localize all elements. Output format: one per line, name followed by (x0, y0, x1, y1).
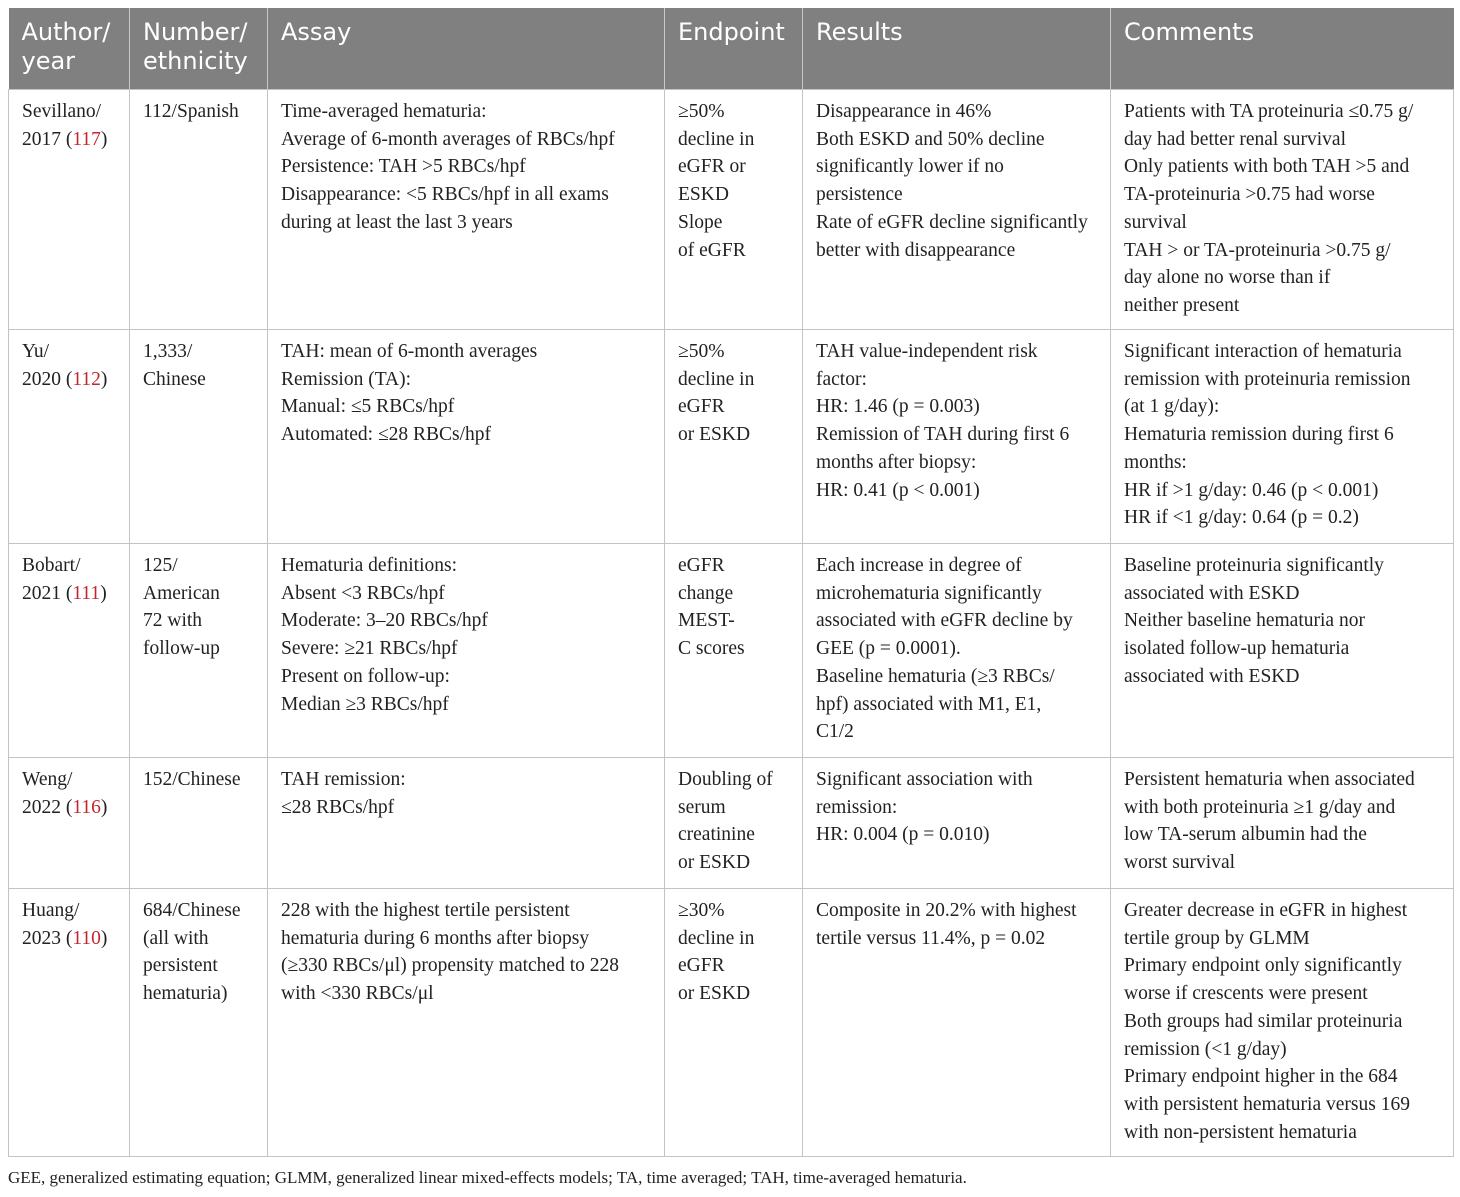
number-ethnicity-cell: 684/Chinese (all with persistent hematuria) (130, 889, 268, 1157)
results-cell: Significant association with remission: HR: 0.004 (p = 0.010) (803, 758, 1111, 889)
comments-cell: Patients with TA proteinuria ≤0.75 g/ day had better renal survival Only patients with both TAH >5 and TA-proteinuria >0.75 had worse survival TAH > or TA-proteinuria >0.75 g/ day alone no worse than if neither present (1111, 90, 1454, 330)
header-comments: Comments (1111, 8, 1454, 90)
table-row (9, 544, 1454, 758)
header-assay: Assay (268, 8, 665, 90)
comments-cell: Greater decrease in eGFR in highest tertile group by GLMM Primary endpoint only significantly worse if crescents were present Both groups had similar proteinuria remission (<1 g/day) Primary endpoint higher in the 684 with persistent hematuria versus 169 with non-persistent hematuria (1111, 889, 1454, 1157)
header-results: Results (803, 8, 1111, 90)
assay-cell: TAH remission: ≤28 RBCs/hpf (268, 758, 665, 889)
number-ethnicity-cell: 125/ American 72 with follow-up (130, 544, 268, 758)
assay-cell: Hematuria definitions: Absent <3 RBCs/hpf Moderate: 3–20 RBCs/hpf Severe: ≥21 RBCs/hpf Present on follow-up: Median ≥3 RBCs/hpf (268, 544, 665, 758)
results-cell: Each increase in degree of microhematuria significantly associated with eGFR decline by GEE (p = 0.0001). Baseline hematuria (≥3 RBCs/ hpf) associated with M1, E1, C1/2 (803, 544, 1111, 758)
endpoint-cell: ≥50% decline in eGFR or ESKD (665, 330, 803, 544)
reference-link[interactable]: 116 (72, 796, 101, 818)
reference-link[interactable]: 112 (72, 368, 101, 390)
author-year-cell: Weng/ 2022 (116) (9, 758, 130, 889)
endpoint-cell: ≥50% decline in eGFR or ESKD Slope of eGFR (665, 90, 803, 330)
author-year-cell: Huang/ 2023 (110) (9, 889, 130, 1157)
number-ethnicity-cell: 1,333/ Chinese (130, 330, 268, 544)
author-year-cell: Bobart/ 2021 (111) (9, 544, 130, 758)
assay-cell: Time-averaged hematuria: Average of 6-month averages of RBCs/hpf Persistence: TAH >5 RBCs/hpf Disappearance: <5 RBCs/hpf in all exams during at least the last 3 years (268, 90, 665, 330)
comments-cell: Persistent hematuria when associated with both proteinuria ≥1 g/day and low TA-serum albumin had the worst survival (1111, 758, 1454, 889)
table-row (9, 889, 1454, 1157)
header-number-ethnicity: Number/ ethnicity (130, 8, 268, 90)
header-endpoint: Endpoint (665, 8, 803, 90)
header-author-year: Author/ year (9, 8, 130, 90)
reference-link[interactable]: 111 (72, 582, 101, 604)
endpoint-cell: ≥30% decline in eGFR or ESKD (665, 889, 803, 1157)
results-cell: Composite in 20.2% with highest tertile versus 11.4%, p = 0.02 (803, 889, 1111, 1157)
results-cell: TAH value-independent risk factor: HR: 1.46 (p = 0.003) Remission of TAH during first 6 months after biopsy: HR: 0.41 (p < 0.001) (803, 330, 1111, 544)
hematuria-studies-table (8, 8, 1454, 1157)
reference-link[interactable]: 117 (72, 128, 101, 150)
reference-link[interactable]: 110 (72, 927, 101, 949)
results-cell: Disappearance in 46% Both ESKD and 50% decline significantly lower if no persistence Rate of eGFR decline significantly better with disappearance (803, 90, 1111, 330)
number-ethnicity-cell: 152/Chinese (130, 758, 268, 889)
number-ethnicity-cell: 112/Spanish (130, 90, 268, 330)
table-row (9, 330, 1454, 544)
assay-cell: TAH: mean of 6-month averages Remission (TA): Manual: ≤5 RBCs/hpf Automated: ≤28 RBCs/hpf (268, 330, 665, 544)
comments-cell: Significant interaction of hematuria remission with proteinuria remission (at 1 g/day): Hematuria remission during first 6 months: HR if >1 g/day: 0.46 (p < 0.001) HR if <1 g/day: 0.64 (p = 0.2) (1111, 330, 1454, 544)
comments-cell: Baseline proteinuria significantly associated with ESKD Neither baseline hematuria nor isolated follow-up hematuria associated with ESKD (1111, 544, 1454, 758)
assay-cell: 228 with the highest tertile persistent hematuria during 6 months after biopsy (≥330 RBCs/μl) propensity matched to 228 with <330 RBCs/μl (268, 889, 665, 1157)
table-row (9, 90, 1454, 330)
author-year-cell: Yu/ 2020 (112) (9, 330, 130, 544)
endpoint-cell: Doubling of serum creatinine or ESKD (665, 758, 803, 889)
header-row (9, 8, 1454, 90)
table-row (9, 758, 1454, 889)
table-container (8, 8, 1453, 1157)
author-year-cell: Sevillano/ 2017 (117) (9, 90, 130, 330)
endpoint-cell: eGFR change MEST- C scores (665, 544, 803, 758)
table-footnote: GEE, generalized estimating equation; GLMM, generalized linear mixed-effects models; TA, time averaged; TAH, time-averaged hematuria. (8, 1168, 967, 1187)
